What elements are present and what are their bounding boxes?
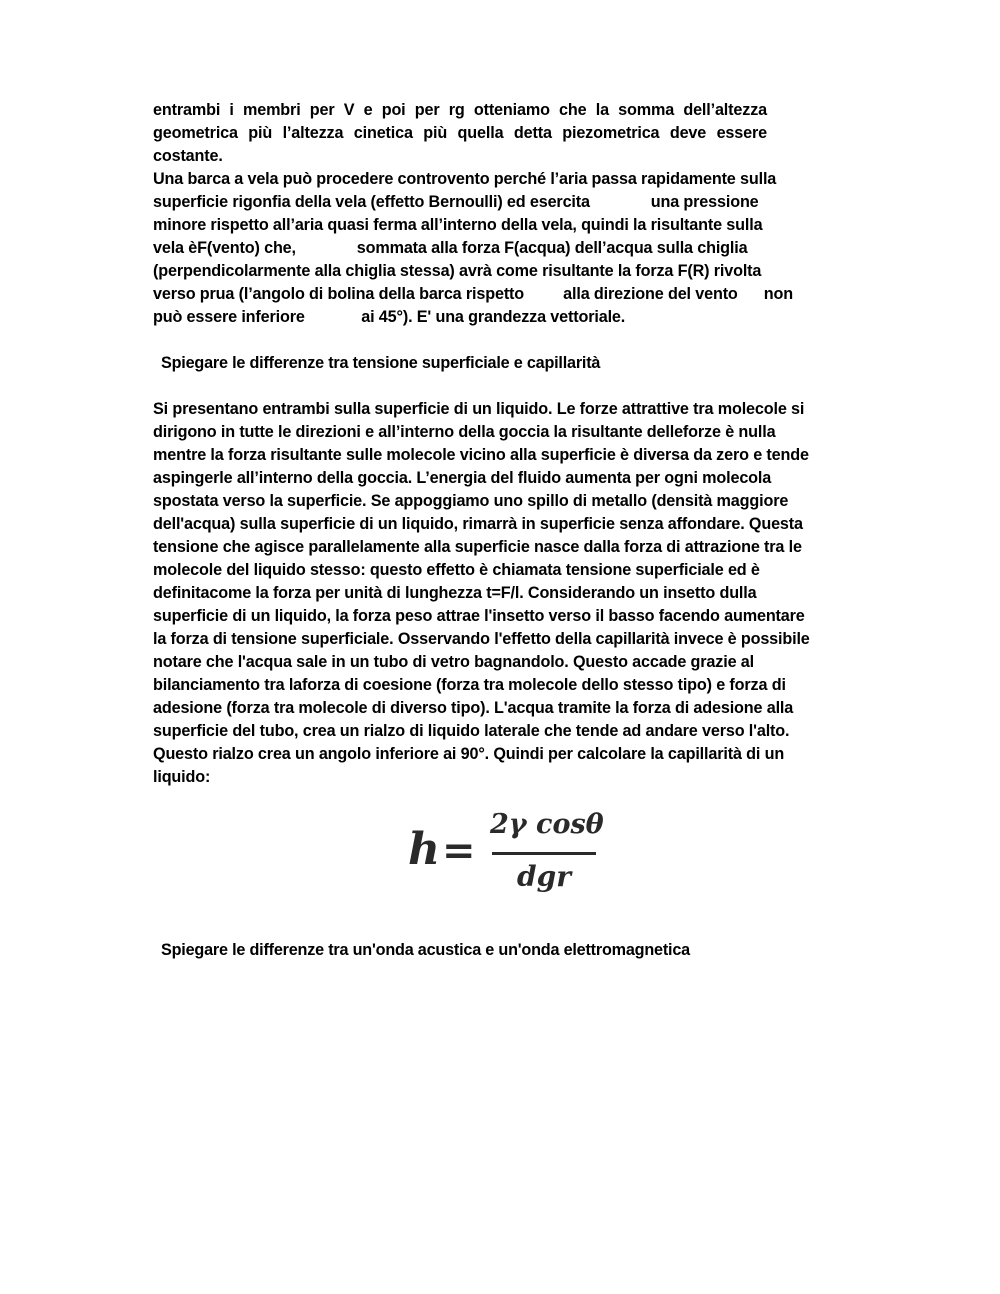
formula-equals: = [442, 827, 476, 874]
text-line: notare che l'acqua sale in un tubo di vetro bagnandolo. Questo accade grazie al [153, 653, 754, 671]
text-line: aspingerle all’interno della goccia. L’energia del fluido aumenta per ogni molecola [153, 469, 772, 487]
text-line: liquido: [153, 768, 211, 786]
section-heading-surface-tension: Spiegare le differenze tra tensione superficiale e capillarità [161, 354, 601, 372]
capillarity-formula [408, 808, 604, 900]
text-line: Si presentano entrambi sulla superficie di un liquido. Le forze attrattive tra molecole si [153, 400, 805, 418]
formula-lhs: h [408, 824, 440, 875]
fraction-bar [492, 852, 596, 855]
text-line: tensione che agisce parallelamente alla superficie nasce dalla forza di attrazione tra le [153, 538, 802, 556]
text-line: molecole del liquido stesso: questo effetto è chiamata tensione superficiale ed è [153, 561, 760, 579]
paragraph-bernoulli-conclusion [153, 99, 767, 168]
text-line: geometrica più l’altezza cinetica più quella detta piezometrica deve essere [153, 124, 767, 142]
text-line: entrambi i membri per V e poi per rg otteniamo che la somma dell’altezza [153, 101, 767, 119]
text-line: definitacome la forza per unità di lunghezza t=F/l. Considerando un insetto dulla [153, 584, 757, 602]
paragraph-surface-tension-capillarity [153, 398, 829, 789]
text-line: mentre la forza risultante sulle molecole vicino alla superficie è diversa da zero e tende [153, 446, 809, 464]
text-line: costante. [153, 147, 223, 165]
section-heading-waves: Spiegare le differenze tra un'onda acustica e un'onda elettromagnetica [161, 941, 690, 959]
text-line: superficie rigonfia della vela (effetto Bernoulli) ed esercita una pressione [153, 193, 759, 211]
formula-denominator: dgr [517, 860, 571, 893]
text-line: (perpendicolarmente alla chiglia stessa) avrà come risultante la forza F(R) rivolta [153, 262, 762, 280]
text-line: superficie di un liquido, la forza peso attrae l'insetto verso il basso facendo aumentare [153, 607, 805, 625]
text-line: spostata verso la superficie. Se appoggiamo uno spillo di metallo (densità maggiore [153, 492, 789, 510]
paragraph-sailboat [153, 168, 817, 329]
text-line: adesione (forza tra molecole di diverso tipo). L'acqua tramite la forza di adesione alla [153, 699, 794, 717]
text-line: bilanciamento tra laforza di coesione (forza tra molecole dello stesso tipo) e forza di [153, 676, 786, 694]
text-line: Questo rialzo crea un angolo inferiore ai 90°. Quindi per calcolare la capillarità di un [153, 745, 785, 763]
text-line: minore rispetto all’aria quasi ferma all’interno della vela, quindi la risultante sulla [153, 216, 763, 234]
text-line: dirigono in tutte le direzioni e all’interno della goccia la risultante delleforze è nulla [153, 423, 776, 441]
text-line: vela èF(vento) che, sommata alla forza F(acqua) dell’acqua sulla chiglia [153, 239, 748, 257]
text-line: Una barca a vela può procedere controvento perché l’aria passa rapidamente sulla [153, 170, 777, 188]
text-line: la forza di tensione superficiale. Osservando l'effetto della capillarità invece è possibile [153, 630, 810, 648]
text-line: verso prua (l’angolo di bolina della barca rispetto alla direzione del vento non [153, 285, 793, 303]
text-line: dell'acqua) sulla superficie di un liquido, rimarrà in superficie senza affondare. Questa [153, 515, 803, 533]
text-line: superficie del tubo, crea un rialzo di liquido laterale che tende ad andare verso l'alto. [153, 722, 790, 740]
text-line: può essere inferiore ai 45°). E' una grandezza vettoriale. [153, 308, 626, 326]
formula-numerator: 2γ cosθ [490, 809, 604, 840]
